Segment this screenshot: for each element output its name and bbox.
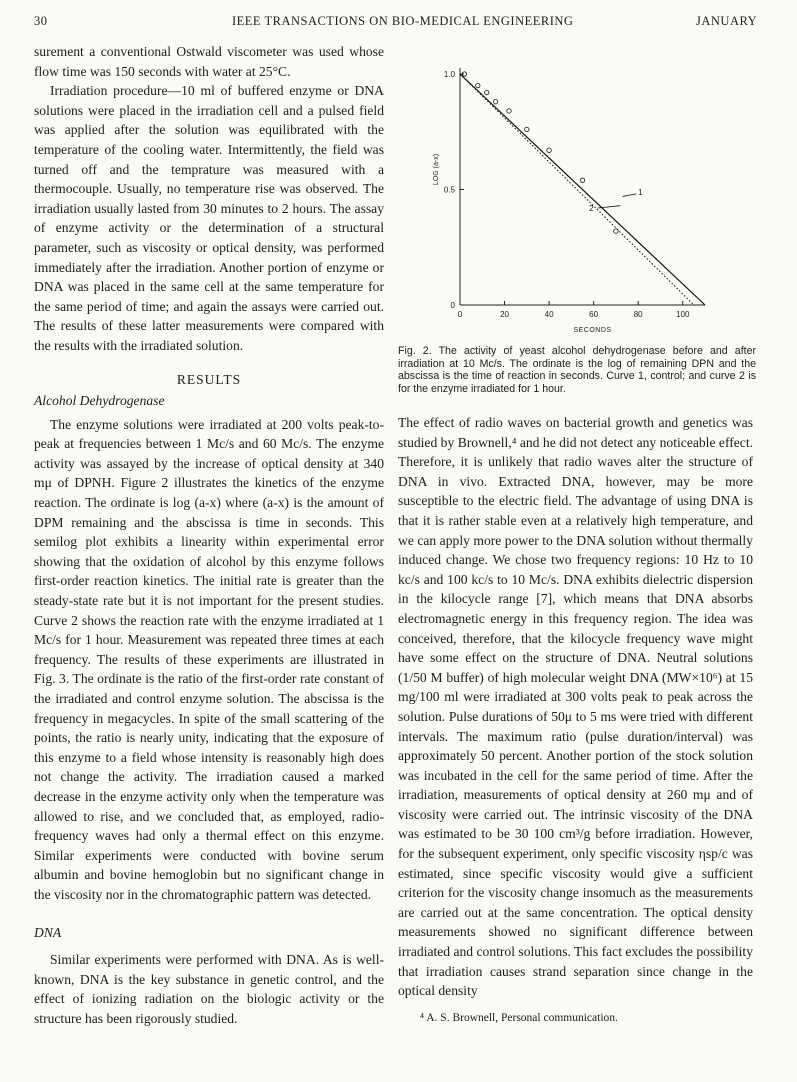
figure-2-chart bbox=[420, 60, 710, 350]
y-tick-label: 1.0 bbox=[443, 70, 455, 79]
y-tick-label: 0 bbox=[450, 301, 455, 310]
footnote: ⁴ A. S. Brownell, Personal communication. bbox=[420, 1012, 618, 1024]
adh-heading: Alcohol Dehydrogenase bbox=[34, 393, 165, 409]
data-point bbox=[547, 148, 551, 152]
x-tick-label: 0 bbox=[457, 310, 463, 319]
curve-1-line bbox=[460, 74, 705, 305]
dna-heading: DNA bbox=[34, 924, 62, 940]
paragraph-dna: Similar experiments were performed with DNA. As is well-known, DNA is the key substance in genetic control, and the effect of ionizing radiation on the biologic activity or the structure has been rigorously studied. bbox=[34, 952, 384, 1026]
left-column bbox=[34, 42, 384, 1029]
data-point bbox=[485, 90, 489, 94]
data-point bbox=[476, 83, 480, 87]
x-tick-label: 80 bbox=[633, 310, 643, 319]
data-point bbox=[493, 100, 497, 104]
x-tick-label: 100 bbox=[676, 310, 690, 319]
y-tick-label: 0.5 bbox=[443, 185, 455, 195]
chart-axes bbox=[433, 68, 705, 334]
data-point bbox=[525, 127, 529, 131]
curve-2-line bbox=[460, 74, 694, 305]
paragraph-dna-discussion: The effect of radio waves on bacterial growth and genetics was studied by Brownell,⁴ and he did not detect any noticeable effect. Therefore, it is unlikely that radio waves alter the structure of DNA in vivo. Extracted DNA, however, may be more susceptible to the electric field. The advantage of using DNA is that it is rather stable even at a relatively high temperature, and we can apply more power to the DNA solution without thermally induced change. We chose two frequency regions: 10 Hz to 10 kc/s and 100 kc/s to 10 Mc/s. DNA exhibits dielectric dispersion in the kilocycle range [7], which means that DNA absorbs electromagnetic energy in this frequency region. The idea was conceived, therefore, that the kilocycle frequency wave might have some effect on the structure of DNA. Neutral solutions (1/50 M buffer) of high molecular weight DNA (MW×10⁶) at 15 mg/100 ml were irradiated at 300 volts peak to peak across the solution. Pulse durations of 50μ to 5 ms were tried with different intervals. The maximum ratio (pulse duration/interval) was approximately 50 percent. Another portion of the stock solution was incubated in the cell for the same period of time. After the irradiation, measurements of optical density at 260 mμ and of viscosity were carried out. The intrinsic viscosity of the DNA was estimated to be 30 100 cm³/g before irradiation. However, for the subsequent experiment, only specific viscosity ηsp/c was estimated, since specific viscosity would give a sufficient criterion for the viscosity change insomuch as the measurements are carried out at the same concentration. The optical density measurements showed no significant difference between irradiated and control solutions. This fact excludes the possibility that irradiation causes strand separation since change in the optical density bbox=[398, 415, 754, 999]
curve-1-label: 1 bbox=[638, 187, 643, 197]
journal-title: IEEE TRANSACTIONS ON BIO-MEDICAL ENGINEERING bbox=[232, 14, 574, 28]
curve-2-label: 2 bbox=[589, 203, 594, 213]
curve-1-leader bbox=[623, 194, 637, 197]
data-point bbox=[580, 178, 584, 182]
paragraph-irradiation-procedure: Irradiation procedure—10 ml of buffered enzyme or DNA solutions were placed in the irradiation cell and a pulsed field was applied after the solution was equilibrated with the temperature of the cooling water. Intermittently, the field was turned off and the temprature was measured with a thermocouple. Usually, no temperature rise was observed. The irradiation usually lasted from 30 minutes to 2 hours. The assay of enzyme activity or the determination of a structural parameter, such as viscosity or optical density, was performed immediately after the irradiation. Another portion of enzyme or DNA was placed in the same cell at the same temperature for the same period of time; and again the assays were carried out. The results of these latter measurements were compared with the results with the irradiated solution. bbox=[34, 83, 384, 353]
results-heading: RESULTS bbox=[176, 371, 242, 387]
right-column bbox=[398, 413, 753, 1001]
x-tick-label: 40 bbox=[544, 310, 554, 319]
figure-caption: Fig. 2. The activity of yeast alcohol dehydrogenase before and after irradiation at 10 Mc/s. The ordinate is the log of remaining DPN and the abscissa is the time of reaction in seconds. Curve 1, control; and curve 2 is for the enzyme irradiated for 1 hour. bbox=[398, 345, 756, 395]
x-tick-label: 20 bbox=[500, 310, 509, 319]
data-point bbox=[614, 229, 618, 233]
x-tick-label: 60 bbox=[589, 310, 599, 319]
paragraph-adh: The enzyme solutions were irradiated at 200 volts peak-to-peak at frequencies between 1 Mc/s and 60 Mc/s. The enzyme activity was assayed by the increase of optical density at 340 mμ of DPNH. Figure 2 illustrates the kinetics of the enzyme reaction. The ordinate is log (a-x) where (a-x) is the amount of DPM remaining and the abscissa is time in seconds. This semilog plot exhibits a linearity within experimental error showing that the oxidation of alcohol by this enzyme follows first-order reaction kinetics. The initial rate is greater than the steady-state rate but it is not important for the present studies. Curve 2 shows the reaction rate with the enzyme irradiated at 1 Mc/s for 1 hour. Measurement was repeated three times at each frequency. The results of these experiments are illustrated in Fig. 3. The ordinate is the ratio of the first-order rate constant of the irradiated and control enzyme solution. The abscissa is the frequency in megacycles. In spite of the small scattering of the points, the ratio is nearly unity, indicating that the exposure of this enzyme to a field whose intensity is reasonably high does not change the activity. The irradiation caused a marked decrease in the enzyme activity only when the temperature was allowed to rise, and we concluded that, as employed, radio-frequency waves had only a thermal effect on this enzyme. Similar experiments were conducted with bovine serum albumin and bovine hemoglobin but no significant change in the viscosity nor in the chromatographic pattern was detected. bbox=[34, 416, 384, 902]
paragraph-viscometer: surement a conventional Ostwald viscometer was used whose flow time was 150 seconds with water at 25°C. bbox=[34, 44, 384, 79]
y-axis-label: LOG (a-x) bbox=[433, 153, 440, 186]
page-number: 30 bbox=[34, 14, 48, 28]
issue-month: JANUARY bbox=[696, 14, 758, 28]
x-axis-label: SECONDS bbox=[573, 327, 612, 334]
data-point bbox=[507, 109, 511, 113]
chart-series bbox=[460, 74, 705, 305]
